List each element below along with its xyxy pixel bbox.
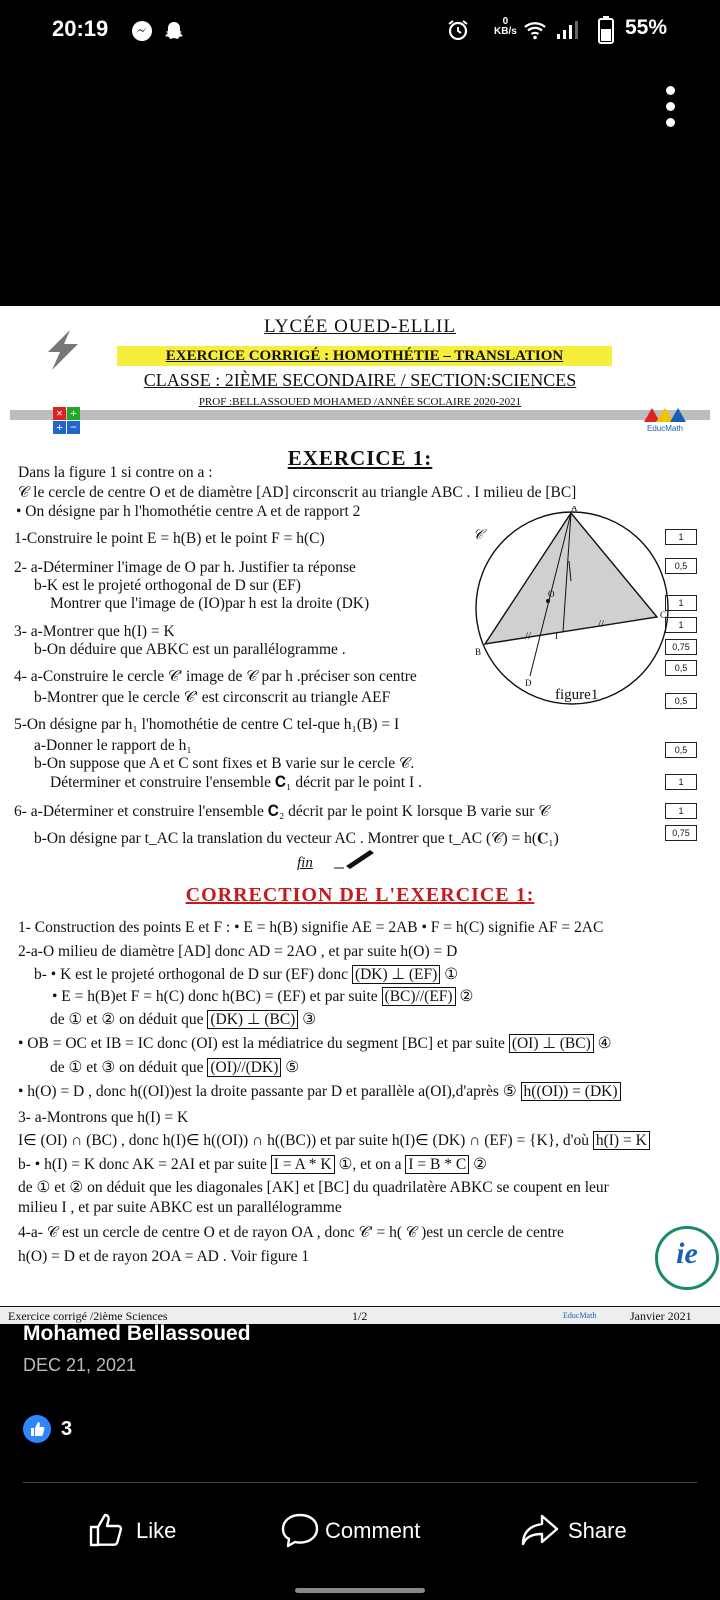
points-box: 0,5 <box>665 558 697 574</box>
footer-date: Janvier 2021 <box>630 1309 692 1323</box>
question-4b: b-Montrer que le cercle 𝒞' est circonscrit au triangle AEF <box>34 689 391 706</box>
correction-line: b- • K est le projeté orthogonal de D sur (EF) donc (DK) ⊥ (EF) ① <box>34 966 459 983</box>
points-box: 0,5 <box>665 742 697 758</box>
exercise-banner: EXERCICE CORRIGÉ : HOMOTHÉTIE – TRANSLATION <box>117 346 612 366</box>
correction-title: CORRECTION DE L'EXERCICE 1: <box>185 884 535 906</box>
question-3b: b-On déduire que ABKC est un parallélogramme . <box>34 641 346 658</box>
correction-line: milieu I , et par suite ABKC est un parallélogramme <box>18 1199 342 1216</box>
correction-line: h(O) = D et de rayon 2OA = AD . Voir figure 1 <box>18 1248 310 1265</box>
status-time: 20:19 <box>52 16 109 41</box>
points-box: 0,75 <box>665 825 697 841</box>
correction-line: • h(O) = D , donc h((OI))est la droite passante par D et parallèle a(OI),d'après ⑤ h((OI)) = (DK) <box>18 1082 621 1101</box>
fin-mark: fin <box>297 855 313 871</box>
like-reaction-icon[interactable] <box>23 1415 51 1443</box>
post-author[interactable]: Mohamed Bellassoued <box>23 1322 251 1345</box>
document-image[interactable] <box>0 306 720 1324</box>
correction-line: • E = h(B)et F = h(C) donc h(BC) = (EF) et par suite (BC)//(EF) ② <box>52 988 474 1005</box>
more-options-icon[interactable] <box>660 86 680 126</box>
pen-icon <box>330 846 378 872</box>
battery-icon <box>598 16 614 44</box>
educmath-label: EducMath <box>646 424 684 433</box>
question-2b-cont: Montrer que l'image de (IO)par h est la droite (DK) <box>50 595 370 612</box>
points-box: 0,5 <box>665 660 697 676</box>
share-label: Share <box>568 1518 627 1543</box>
question-1: 1-Construire le point E = h(B) et le point F = h(C) <box>14 530 325 547</box>
points-box: 0,5 <box>665 693 697 709</box>
wifi-icon <box>523 18 547 42</box>
question-6b: b-On désigne par t_AC la translation du vecteur AC . Montrer que t_AC (𝒞) = h(𝐂₁) <box>34 830 559 847</box>
comment-label: Comment <box>325 1518 421 1543</box>
figure-label: figure1 <box>555 687 599 703</box>
signal-icon <box>556 20 578 40</box>
like-button[interactable] <box>87 1510 207 1550</box>
question-3a: 3- a-Montrer que h(I) = K <box>14 623 175 640</box>
points-box: 1 <box>665 529 697 545</box>
ie-logo: ie <box>655 1226 719 1290</box>
footer-left: Exercice corrigé /2ième Sciences <box>8 1309 168 1323</box>
prof-line: PROF :BELLASSOUED MOHAMED /ANNÉE SCOLAIRE 2020-2021 <box>198 396 522 408</box>
correction-line: 4-a- 𝒞 est un cercle de centre O et de rayon OA , donc 𝒞' = h( 𝒞 )est un cercle de centre <box>18 1224 564 1241</box>
correction-line: de ① et ② on déduit que (DK) ⊥ (BC) ③ <box>50 1011 317 1028</box>
correction-line: b- • h(I) = K donc AK = 2AI et par suite I = A * K ①, et on a I = B * C ② <box>18 1156 487 1173</box>
correction-line: de ① et ③ on déduit que (OI)//(DK) ⑤ <box>50 1059 300 1076</box>
share-button[interactable] <box>520 1510 640 1550</box>
thumbs-up-icon <box>87 1510 127 1550</box>
network-speed: 0 KB/s <box>494 16 517 37</box>
svg-text://: // <box>598 618 605 630</box>
comment-icon <box>280 1510 320 1550</box>
statement-line: Dans la figure 1 si contre on a : <box>18 464 213 481</box>
point-A-label: A <box>571 506 578 513</box>
question-6a: 6- a-Déterminer et construire l'ensemble 𝐂₂ décrit par le point K lorsque B varie sur 𝒞 <box>14 803 550 820</box>
correction-line: 2-a-O milieu de diamètre [AD] donc AD = 2AO , et par suite h(O) = D <box>18 943 458 960</box>
home-indicator[interactable] <box>295 1588 425 1593</box>
circle-label: 𝒞 <box>473 528 484 543</box>
post-date: DEC 21, 2021 <box>23 1355 137 1375</box>
correction-line: de ① et ② on déduit que les diagonales [AK] et [BC] du quadrilatère ABKC se coupent en leur <box>18 1179 609 1196</box>
correction-line: • OB = OC et IB = IC donc (OI) est la médiatrice du segment [BC] et par suite (OI) ⊥ (BC) ④ <box>18 1035 612 1052</box>
correction-line: I∈ (OI) ∩ (BC) , donc h(I)∈ h((OI)) ∩ h((BC)) et par suite h(I)∈ (DK) ∩ (EF) = {K}, d'où h(I) = K <box>18 1131 650 1150</box>
exercise-title: EXERCICE 1: <box>287 446 433 470</box>
point-O-label: O <box>548 589 555 599</box>
status-bar <box>0 0 720 62</box>
points-box: 1 <box>665 774 697 790</box>
point-D-label: D <box>525 678 532 688</box>
alarm-icon <box>446 18 470 42</box>
point-C-label: C <box>660 610 667 620</box>
point-B-label: B <box>475 647 482 657</box>
points-box: 1 <box>665 617 697 633</box>
question-5b: b-On suppose que A et C sont fixes et B varie sur le cercle 𝒞. <box>34 755 415 772</box>
question-2b: b-K est le projeté orthogonal de D sur (EF) <box>34 577 301 594</box>
points-box: 1 <box>665 803 697 819</box>
like-count[interactable]: 3 <box>61 1418 73 1440</box>
snapchat-icon <box>162 19 186 43</box>
question-5b-cont: Déterminer et construire l'ensemble 𝐂₁ décrit par le point I . <box>50 774 422 791</box>
divider <box>23 1482 697 1483</box>
calculator-logo-icon: × + + − <box>52 406 82 436</box>
share-icon <box>520 1510 560 1550</box>
school-title: LYCÉE OUED-ELLIL <box>264 316 456 337</box>
question-2a: 2- a-Déterminer l'image de O par h. Justifier ta réponse <box>14 559 356 576</box>
like-label: Like <box>136 1518 177 1543</box>
question-4a: 4- a-Construire le cercle 𝒞' image de 𝒞 par h .préciser son centre <box>14 668 417 685</box>
footer-educmath: EducMath <box>563 1311 597 1320</box>
header-divider <box>10 410 710 420</box>
messenger-icon <box>130 19 154 43</box>
figure-1-diagram <box>470 506 675 711</box>
points-box: 0,75 <box>665 639 697 655</box>
svg-text://: // <box>525 630 532 642</box>
statement-line: 𝒞 le cercle de centre O et de diamètre [AD] circonscrit au triangle ABC . I milieu de [BC] <box>18 484 577 501</box>
class-line: CLASSE : 2IÈME SECONDAIRE / SECTION:SCIENCES <box>143 370 577 390</box>
correction-line: 3- a-Montrons que h(I) = K <box>18 1109 189 1126</box>
battery-percent: 55% <box>625 16 668 39</box>
correction-line: 1- Construction des points E et F : • E = h(B) signifie AE = 2AB • F = h(C) signifie AF = 2AC <box>18 919 604 936</box>
point-I-label: I <box>555 631 558 641</box>
points-box: 1 <box>665 595 697 611</box>
statement-line: • On désigne par h l'homothétie centre A et de rapport 2 <box>16 503 361 520</box>
question-5a: a-Donner le rapport de h₁ <box>34 737 192 754</box>
question-5: 5-On désigne par h₁ l'homothétie de centre C tel-que h₁(B) = I <box>14 716 400 733</box>
comment-button[interactable] <box>280 1510 440 1550</box>
footer-page: 1/2 <box>352 1309 368 1323</box>
